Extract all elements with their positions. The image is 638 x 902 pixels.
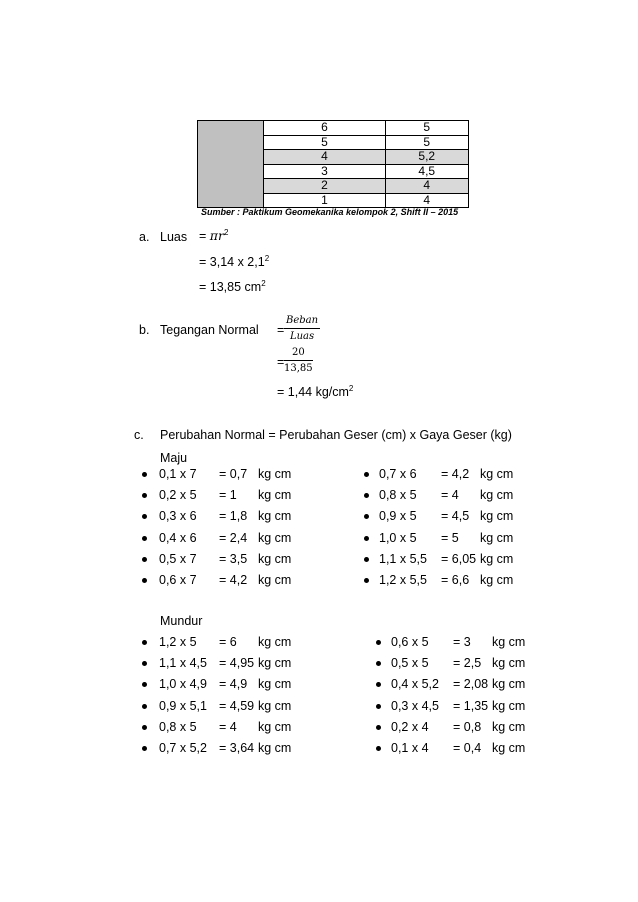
calc-expression: 0,7 x 5,2 xyxy=(159,740,207,755)
list-item xyxy=(364,528,564,549)
list-item xyxy=(142,738,352,759)
bullet-icon xyxy=(142,704,147,709)
table-cell: 2 xyxy=(264,179,385,194)
list-item xyxy=(142,506,352,527)
calc-unit: kg cm xyxy=(480,572,514,587)
list-item xyxy=(142,632,352,653)
area-formula xyxy=(199,228,228,243)
calc-unit: kg cm xyxy=(492,677,526,692)
calc-expression: 0,8 x 5 xyxy=(159,719,197,734)
bullet-icon xyxy=(142,514,147,519)
maju-right-list xyxy=(364,464,564,591)
calc-result: = 6,6 xyxy=(441,572,470,587)
calc-expression: 1,0 x 4,9 xyxy=(159,677,207,692)
calc-unit: kg cm xyxy=(480,467,514,481)
calc-expression: 0,2 x 5 xyxy=(159,488,197,503)
calc-result: = 4,59 xyxy=(219,698,255,713)
pi-r-formula: πr xyxy=(209,228,224,243)
calc-unit: kg cm xyxy=(492,635,526,649)
section-c-formula: Perubahan Normal = Perubahan Geser (cm) x Gaya Geser (kg) xyxy=(160,428,512,442)
bullet-icon xyxy=(376,682,381,687)
section-a-label: Luas xyxy=(160,230,188,244)
list-item xyxy=(142,485,352,506)
table-cell: 4 xyxy=(385,193,468,208)
bullet-icon xyxy=(142,557,147,562)
area-result xyxy=(199,280,266,294)
list-item xyxy=(364,485,564,506)
equals-sign: = xyxy=(277,355,285,369)
list-item xyxy=(142,653,352,674)
list-item xyxy=(364,570,564,591)
list-item xyxy=(142,549,352,570)
calc-result: = 0,4 xyxy=(453,740,482,755)
equals-sign: = xyxy=(277,323,285,337)
calc-unit: kg cm xyxy=(492,719,526,734)
calc-expression: 0,4 x 6 xyxy=(159,530,197,545)
calc-expression: 0,8 x 5 xyxy=(379,488,417,503)
calc-expression: 0,3 x 6 xyxy=(159,509,197,524)
list-item xyxy=(142,674,352,695)
calc-unit: kg cm xyxy=(258,698,292,713)
list-item xyxy=(376,717,576,738)
stress-result xyxy=(277,385,353,399)
maju-title: Maju xyxy=(160,451,188,465)
table-cell: 5,2 xyxy=(385,150,468,165)
equals-sign: = xyxy=(199,229,210,243)
section-c-marker: c. xyxy=(134,428,144,442)
table-cell: 6 xyxy=(264,121,385,136)
fraction-denominator: 13,85 xyxy=(284,363,313,374)
calc-expression: 1,2 x 5 xyxy=(159,635,197,649)
list-item xyxy=(142,528,352,549)
area-substitution-text: = 3,14 x 2,1 xyxy=(199,255,265,269)
calc-expression: 0,1 x 4 xyxy=(391,740,429,755)
section-a-marker: a. xyxy=(139,230,150,244)
calc-result: = 1 xyxy=(219,488,237,503)
calc-result: = 5 xyxy=(441,530,459,545)
calc-expression: 0,3 x 4,5 xyxy=(391,698,439,713)
table-cell: 5 xyxy=(385,121,468,136)
table-cell: 4,5 xyxy=(385,164,468,179)
calc-result: = 3 xyxy=(453,635,471,649)
bullet-icon xyxy=(376,661,381,666)
bullet-icon xyxy=(142,746,147,751)
exponent: 2 xyxy=(348,383,354,393)
bullet-icon xyxy=(376,746,381,751)
list-item xyxy=(142,717,352,738)
bullet-icon xyxy=(142,661,147,666)
table-cell: 5 xyxy=(264,135,385,150)
calc-result: = 6,05 xyxy=(441,551,477,566)
bullet-icon xyxy=(364,557,369,562)
table-cell: 4 xyxy=(385,179,468,194)
calc-expression: 0,6 x 7 xyxy=(159,572,197,587)
stress-value-fraction xyxy=(284,347,313,374)
bullet-icon xyxy=(142,640,147,645)
calc-result: = 1,8 xyxy=(219,509,248,524)
calc-unit: kg cm xyxy=(258,572,292,587)
calc-expression: 0,9 x 5,1 xyxy=(159,698,207,713)
bullet-icon xyxy=(364,493,369,498)
list-item xyxy=(376,674,576,695)
table-cell: 3 xyxy=(264,164,385,179)
calc-unit: kg cm xyxy=(258,530,292,545)
list-item xyxy=(142,570,352,591)
area-substitution xyxy=(199,255,269,269)
mundur-left-list xyxy=(142,632,352,759)
calc-expression: 0,1 x 7 xyxy=(159,467,197,481)
bullet-icon xyxy=(142,578,147,583)
area-result-text: = 13,85 cm xyxy=(199,280,262,294)
section-b-marker: b. xyxy=(139,323,150,337)
bullet-icon xyxy=(376,725,381,730)
calc-result: = 4,2 xyxy=(441,467,470,481)
calc-expression: 0,9 x 5 xyxy=(379,509,417,524)
mundur-title: Mundur xyxy=(160,614,203,628)
calc-result: = 4,95 xyxy=(219,656,255,671)
bullet-icon xyxy=(364,472,369,477)
calc-result: = 6 xyxy=(219,635,237,649)
calc-result: = 2,4 xyxy=(219,530,248,545)
bullet-icon xyxy=(142,682,147,687)
exponent: 2 xyxy=(264,253,270,263)
calc-expression: 0,7 x 6 xyxy=(379,467,417,481)
calc-result: = 1,35 xyxy=(453,698,489,713)
list-item xyxy=(376,738,576,759)
data-table xyxy=(197,120,469,208)
calc-unit: kg cm xyxy=(492,656,526,671)
calc-result: = 4,5 xyxy=(441,509,470,524)
maju-left-list xyxy=(142,464,352,591)
calc-result: = 3,5 xyxy=(219,551,248,566)
calc-unit: kg cm xyxy=(258,656,292,671)
bullet-icon xyxy=(142,472,147,477)
calc-expression: 0,6 x 5 xyxy=(391,635,429,649)
exponent: 2 xyxy=(223,227,229,237)
list-item xyxy=(364,506,564,527)
fraction-numerator: Beban xyxy=(284,315,320,329)
calc-result: = 2,08 xyxy=(453,677,489,692)
calc-unit: kg cm xyxy=(258,551,292,566)
list-item xyxy=(364,549,564,570)
table-row xyxy=(198,121,469,136)
bullet-icon xyxy=(376,640,381,645)
calc-expression: 0,5 x 7 xyxy=(159,551,197,566)
calc-unit: kg cm xyxy=(258,635,292,649)
calc-unit: kg cm xyxy=(258,509,292,524)
bullet-icon xyxy=(142,493,147,498)
table-cell: 5 xyxy=(385,135,468,150)
list-item xyxy=(376,696,576,717)
calc-unit: kg cm xyxy=(258,488,292,503)
fraction-denominator: Luas xyxy=(289,331,315,342)
calc-unit: kg cm xyxy=(258,677,292,692)
calc-result: = 0,7 xyxy=(219,467,248,481)
bullet-icon xyxy=(364,536,369,541)
calc-expression: 1,1 x 5,5 xyxy=(379,551,427,566)
calc-result: = 4,9 xyxy=(219,677,248,692)
bullet-icon xyxy=(364,514,369,519)
calc-unit: kg cm xyxy=(492,698,526,713)
calc-result: = 3,64 xyxy=(219,740,255,755)
calc-unit: kg cm xyxy=(492,740,526,755)
bullet-icon xyxy=(142,725,147,730)
stress-result-text: = 1,44 kg/cm xyxy=(277,385,349,399)
calc-expression: 1,1 x 4,5 xyxy=(159,656,207,671)
exponent: 2 xyxy=(261,278,266,288)
calc-expression: 0,2 x 4 xyxy=(391,719,429,734)
calc-unit: kg cm xyxy=(480,551,514,566)
fraction-numerator: 20 xyxy=(284,347,313,361)
list-item xyxy=(376,653,576,674)
calc-expression: 1,2 x 5,5 xyxy=(379,572,427,587)
list-item xyxy=(364,464,564,485)
calc-result: = 0,8 xyxy=(453,719,482,734)
section-b-label: Tegangan Normal xyxy=(160,323,259,337)
list-item xyxy=(142,696,352,717)
calc-expression: 0,4 x 5,2 xyxy=(391,677,439,692)
calc-expression: 0,5 x 5 xyxy=(391,656,429,671)
table-source-caption: Sumber : Paktikum Geomekanika kelompok 2, Shift II – 2015 xyxy=(201,207,459,217)
calc-unit: kg cm xyxy=(480,530,514,545)
bullet-icon xyxy=(364,578,369,583)
calc-unit: kg cm xyxy=(480,488,514,503)
calc-unit: kg cm xyxy=(258,719,292,734)
list-item xyxy=(376,632,576,653)
list-item xyxy=(142,464,352,485)
calc-result: = 4 xyxy=(441,488,459,503)
bullet-icon xyxy=(142,536,147,541)
calc-unit: kg cm xyxy=(480,509,514,524)
calc-unit: kg cm xyxy=(258,467,292,481)
calc-result: = 4,2 xyxy=(219,572,248,587)
calc-expression: 1,0 x 5 xyxy=(379,530,417,545)
table-cell: 1 xyxy=(264,193,385,208)
calc-result: = 2,5 xyxy=(453,656,482,671)
mundur-right-list xyxy=(376,632,576,759)
table-shaded-cell xyxy=(198,121,264,208)
stress-fraction xyxy=(284,315,320,342)
table-cell: 4 xyxy=(264,150,385,165)
calc-result: = 4 xyxy=(219,719,237,734)
bullet-icon xyxy=(376,704,381,709)
calc-unit: kg cm xyxy=(258,740,292,755)
